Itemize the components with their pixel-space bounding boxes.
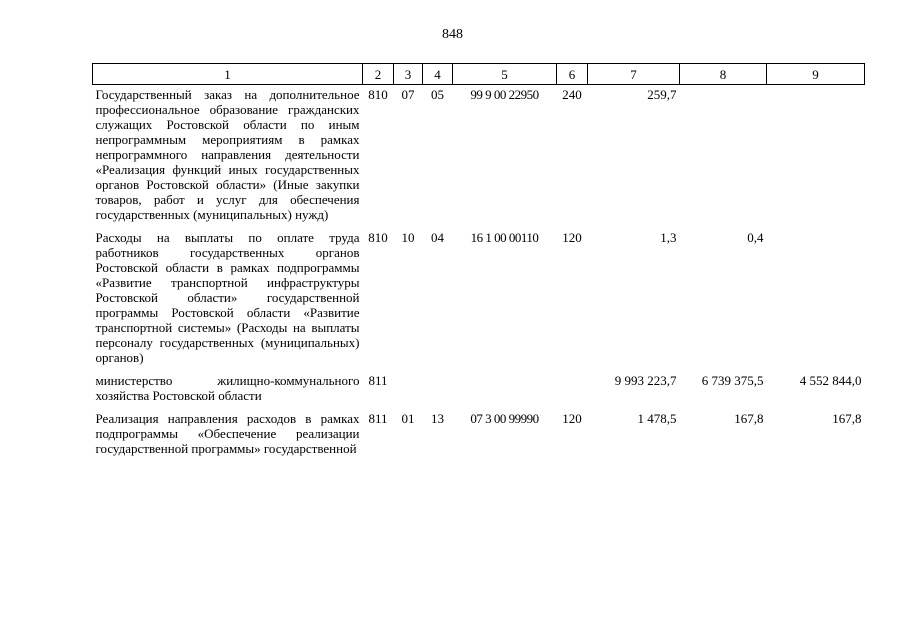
header-cell-7: 7 xyxy=(588,64,680,85)
row-amount-1: 1,3 xyxy=(660,230,677,245)
row-amount-1: 259,7 xyxy=(647,87,677,102)
header-cell-4: 4 xyxy=(423,64,453,85)
row-section-code: 10 xyxy=(401,230,415,245)
row-amount-3 xyxy=(767,228,865,371)
table-row xyxy=(93,371,865,409)
row-subsection-code: 05 xyxy=(431,87,444,102)
row-target-code: 16 1 00 00110 xyxy=(470,230,539,245)
row-subsection-code xyxy=(423,371,453,409)
row-description: Расходы на выплаты по оплате труда работников государственных органов Ростовской области в рамках подпрограммы «Развитие транспортной инфраструктуры Ростовской области» государственной программы Ростовской области «Развитие транспортной системы» (Расходы на выплаты персоналу государственных (муниципальных) органов) xyxy=(95,230,360,365)
row-ministry-code: 811 xyxy=(368,411,388,426)
row-section-code: 01 xyxy=(401,411,415,426)
header-cell-2: 2 xyxy=(363,64,394,85)
table-row xyxy=(93,228,865,371)
row-amount-2: 0,4 xyxy=(747,230,764,245)
row-ministry-code: 810 xyxy=(368,230,388,245)
row-amount-1: 1 478,5 xyxy=(637,411,677,426)
row-amount-2 xyxy=(680,85,767,229)
row-target-code: 99 9 00 22950 xyxy=(470,87,539,102)
row-amount-3: 4 552 844,0 xyxy=(799,373,862,388)
row-ministry-code: 811 xyxy=(368,373,388,388)
header-cell-6: 6 xyxy=(557,64,588,85)
header-cell-1: 1 xyxy=(93,64,363,85)
page-number: 848 xyxy=(442,27,463,42)
row-description: министерство жилищно-коммунального хозяйства Ростовской области xyxy=(95,373,360,403)
row-description: Государственный заказ на дополнительное профессиональное образование гражданских служащих Ростовской области по иным непрограммным мероприятиям в рамках непрограммного направления деятельности «Реализация функций иных государственных органов Ростовской области» (Иные закупки товаров, работ и услуг для обеспечения государственных (муниципальных) нужд) xyxy=(95,87,360,222)
row-target-code xyxy=(453,371,557,409)
header-cell-5: 5 xyxy=(453,64,557,85)
row-expense-type xyxy=(557,371,588,409)
row-amount-3 xyxy=(767,85,865,229)
row-subsection-code: 04 xyxy=(431,230,444,245)
row-amount-1: 9 993 223,7 xyxy=(614,373,677,388)
row-description: Реализация направления расходов в рамках подпрограммы «Обеспечение реализации государственной программы» государственной xyxy=(95,411,360,456)
table-row xyxy=(93,409,865,462)
row-ministry-code: 810 xyxy=(368,87,388,102)
table-row xyxy=(93,85,865,229)
row-subsection-code: 13 xyxy=(431,411,444,426)
row-expense-type: 240 xyxy=(562,87,582,102)
table-header-row xyxy=(93,64,865,85)
header-cell-8: 8 xyxy=(680,64,767,85)
row-expense-type: 120 xyxy=(562,411,582,426)
row-section-code xyxy=(394,371,423,409)
header-cell-3: 3 xyxy=(394,64,423,85)
budget-table xyxy=(92,63,865,462)
row-amount-3: 167,8 xyxy=(832,411,862,426)
row-amount-2: 6 739 375,5 xyxy=(701,373,764,388)
row-expense-type: 120 xyxy=(562,230,582,245)
row-target-code: 07 3 00 99990 xyxy=(470,411,539,426)
row-section-code: 07 xyxy=(401,87,415,102)
header-cell-9: 9 xyxy=(767,64,865,85)
row-amount-2: 167,8 xyxy=(734,411,764,426)
